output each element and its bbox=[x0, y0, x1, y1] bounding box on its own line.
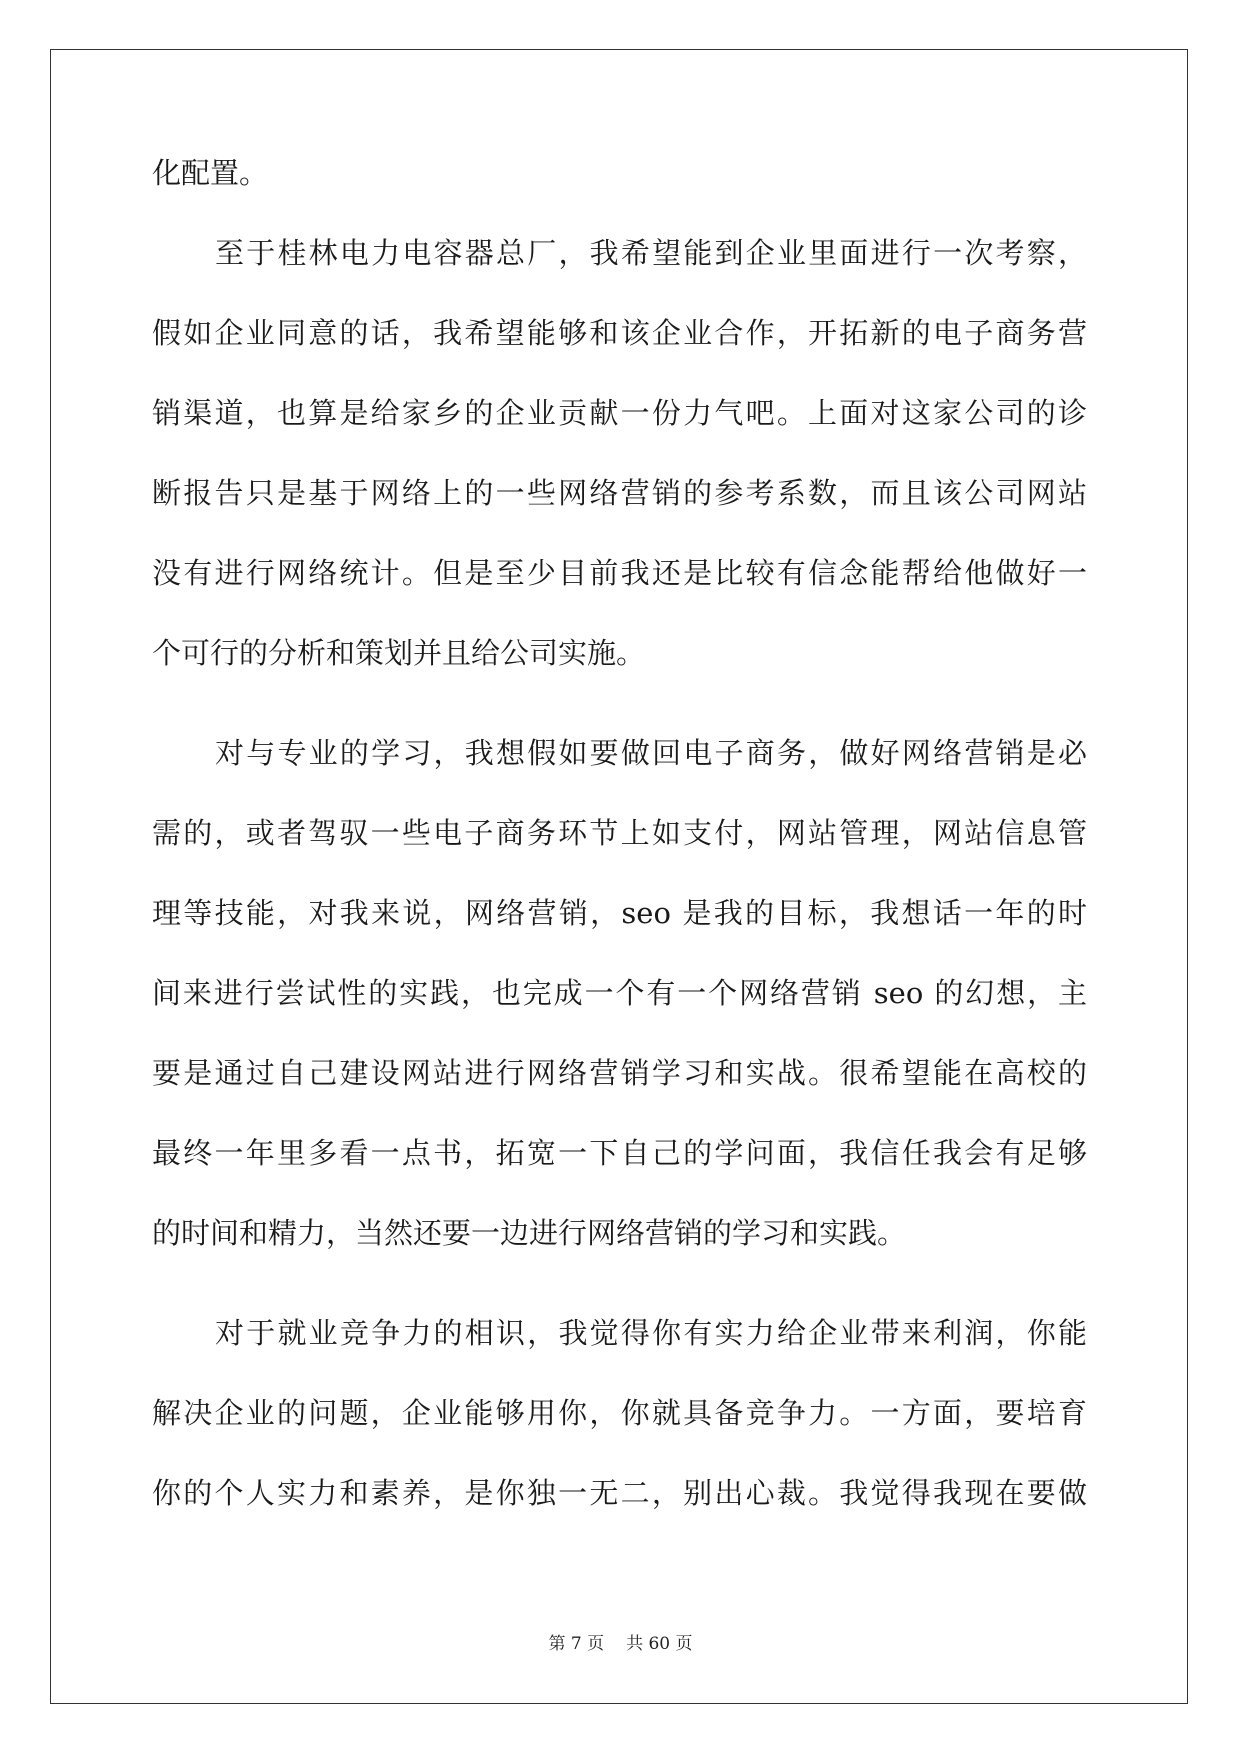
paragraph-line: 需的，或者驾驭一些电子商务环节上如支付，网站管理，网站信息管 bbox=[152, 816, 1087, 850]
paragraph-line: 间来进行尝试性的实践，也完成一个有一个网络营销 seo 的幻想，主 bbox=[152, 976, 1087, 1010]
paragraph-line: 对与专业的学习，我想假如要做回电子商务，做好网络营销是必 bbox=[215, 736, 1087, 770]
page-footer bbox=[0, 1633, 1241, 1655]
paragraph-line: 至于桂林电力电容器总厂，我希望能到企业里面进行一次考察， bbox=[215, 236, 1087, 270]
paragraph-line: 你的个人实力和素养，是你独一无二，别出心裁。我觉得我现在要做 bbox=[152, 1476, 1087, 1510]
paragraph-line: 最终一年里多看一点书，拓宽一下自己的学问面，我信任我会有足够 bbox=[152, 1136, 1087, 1170]
paragraph-line: 要是通过自己建设网站进行网络营销学习和实战。很希望能在高校的 bbox=[152, 1056, 1087, 1090]
paragraph-line: 假如企业同意的话，我希望能够和该企业合作，开拓新的电子商务营 bbox=[152, 316, 1087, 350]
paragraph-line: 解决企业的问题，企业能够用你，你就具备竞争力。一方面，要培育 bbox=[152, 1396, 1087, 1430]
page-total: 共 60 页 bbox=[626, 1634, 693, 1654]
paragraph-line: 没有进行网络统计。但是至少目前我还是比较有信念能帮给他做好一 bbox=[152, 556, 1087, 590]
paragraph-line: 断报告只是基于网络上的一些网络营销的参考系数，而且该公司网站 bbox=[152, 476, 1087, 510]
paragraph-line: 销渠道，也算是给家乡的企业贡献一份力气吧。上面对这家公司的诊 bbox=[152, 396, 1087, 430]
page-border bbox=[50, 49, 1188, 1704]
paragraph-line: 化配置。 bbox=[152, 156, 269, 190]
paragraph-line: 对于就业竞争力的相识，我觉得你有实力给企业带来利润，你能 bbox=[215, 1316, 1087, 1350]
paragraph-line: 的时间和精力，当然还要一边进行网络营销的学习和实践。 bbox=[152, 1216, 907, 1250]
paragraph-line: 理等技能，对我来说，网络营销，seo 是我的目标，我想话一年的时 bbox=[152, 896, 1087, 930]
paragraph-line: 个可行的分析和策划并且给公司实施。 bbox=[152, 636, 646, 670]
page-number: 第 7 页 bbox=[548, 1634, 605, 1654]
